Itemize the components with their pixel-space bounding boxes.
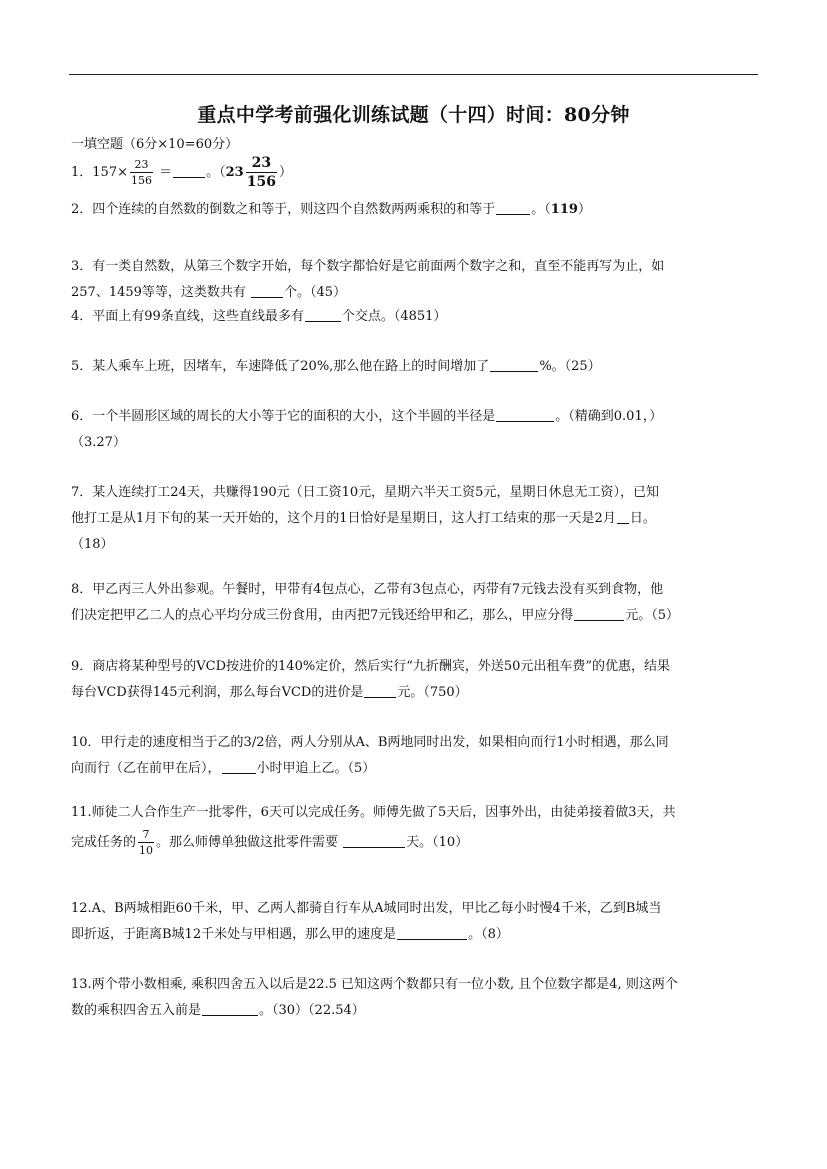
q2-close: ） [577, 202, 591, 217]
q2-blank [496, 200, 530, 215]
q11-line2b: 。那么师傅单独做这批零件需要 [156, 835, 343, 850]
q5-end: %。（25） [539, 359, 601, 374]
question-10 [71, 730, 757, 782]
q1-blank [173, 163, 205, 178]
q10-line2b: 小时甲追上乙。（5） [256, 761, 376, 776]
q6-line1 [71, 404, 757, 430]
section-heading: 一填空题（6分×10=60分） [71, 137, 239, 152]
q11-line2 [71, 826, 757, 860]
q11-line1: 11.师徒二人合作生产一批零件，6天可以完成任务。师傅先做了5天后，因事外出，由徒弟接着做3天，共 [71, 805, 676, 820]
q1-frac-num: 23 [130, 159, 153, 173]
q6-answer: （3.27） [71, 435, 126, 450]
q7-answer: （18） [71, 537, 114, 552]
q1-end: 。（ [206, 165, 226, 180]
q7-line2b: 日。 [629, 511, 656, 526]
q3-blank [251, 283, 283, 298]
q1-prefix: 1．157× [71, 165, 128, 180]
q1-frac-den: 156 [130, 174, 152, 187]
q13-line2b: 。（30）（22.54） [259, 1003, 365, 1018]
q1-answer-fraction [246, 156, 277, 189]
question-2 [71, 197, 757, 223]
question-8 [71, 577, 757, 629]
q9-line2 [71, 680, 757, 706]
question-11 [71, 800, 757, 860]
q12-blank [397, 925, 467, 940]
q13-line2a: 数的乘积四舍五入前是 [71, 1003, 202, 1018]
q11-fraction [138, 829, 154, 856]
q10-line1: 10．甲行走的速度相当于乙的3/2倍，两人分别从A、B两地同时出发，如果相向而行1小时相遇，那么同 [71, 735, 669, 750]
q9-blank [364, 683, 396, 698]
page-title: 重点中学考前强化训练试题（十四）时间：80分钟 [197, 104, 630, 126]
q2-end: 。（ [531, 202, 551, 217]
question-12 [71, 896, 757, 948]
q11-frac-den: 10 [139, 844, 154, 857]
q1-mid: ＝ [154, 165, 173, 180]
q4-blank [305, 307, 341, 322]
question-1 [71, 156, 757, 190]
q10-line2a: 向而行（乙在前甲在后）， [71, 761, 221, 776]
q8-line2b: 元。（5） [625, 608, 680, 623]
header-rule [69, 74, 758, 75]
q3-line2b: 个。（45） [284, 285, 347, 300]
q6-end: 。（精确到0.01，） [555, 409, 663, 424]
question-13 [71, 972, 757, 1024]
question-5 [71, 354, 757, 380]
q10-blank [222, 759, 256, 774]
q11-blank [343, 833, 405, 848]
q1-answer-den: 156 [246, 174, 276, 190]
question-4 [71, 304, 757, 330]
q11-line2a: 完成任务的 [71, 835, 137, 850]
q2-answer: 119 [550, 202, 578, 217]
q2-text: 2．四个连续的自然数的倒数之和等于，则这四个自然数两两乘积的和等于 [71, 202, 496, 217]
q7-line2a: 他打工是从1月下旬的某一天开始的，这个月的1日恰好是星期日，这人打工结束的那一天是2月 [71, 511, 616, 526]
q7-line1: 7．某人连续打工24天，共赚得190元（日工资10元，星期六半天工资5元，星期日休息无工资），已知 [71, 485, 659, 500]
q7-line2 [71, 506, 757, 532]
q1-close: ） [278, 165, 292, 180]
q11-line2c: 天。（10） [406, 835, 469, 850]
q3-line2 [71, 280, 757, 306]
q8-line1: 8．甲乙丙三人外出参观。午餐时，甲带有4包点心，乙带有3包点心，丙带有7元钱去没有买到食物，他 [71, 582, 664, 597]
q8-blank [574, 606, 624, 621]
q3-line1: 3．有一类自然数，从第三个数字开始，每个数字都恰好是它前面两个数字之和，直至不能再写为止，如 [71, 259, 665, 274]
q1-answer-num: 23 [246, 156, 277, 173]
q1-fraction [130, 159, 153, 186]
q12-line1: 12.A、B两城相距60千米，甲、乙两人都骑自行车从A城同时出发，甲比乙每小时慢4千米，乙到B城当 [71, 901, 662, 916]
q5-text: 5．某人乘车上班，因堵车，车速降低了20%,那么他在路上的时间增加了 [71, 359, 490, 374]
q4-end: 个交点。（4851） [341, 309, 447, 324]
question-6 [71, 404, 757, 456]
question-9 [71, 654, 757, 706]
q6-blank [496, 407, 554, 422]
q5-blank [490, 357, 538, 372]
q8-line2a: 们决定把甲乙二人的点心平均分成三份食用，由丙把7元钱还给甲和乙，那么，甲应分得 [71, 608, 574, 623]
q4-text: 4．平面上有99条直线，这些直线最多有 [71, 309, 304, 324]
q13-line1: 13.两个带小数相乘, 乘积四舍五入以后是22.5 已知这两个数都只有一位小数, 且个位数字都是4, 则这两个 [71, 977, 678, 992]
q9-line2b: 元。（750） [397, 685, 468, 700]
q11-frac-num: 7 [138, 829, 154, 843]
q12-line2a: 即折返，于距离B城12千米处与甲相遇，那么甲的速度是 [71, 927, 397, 942]
q13-line2 [71, 998, 757, 1024]
q3-line2a: 257、1459等等，这类数共有 [71, 285, 251, 300]
question-3 [71, 254, 757, 306]
q9-line1: 9．商店将某种型号的VCD按进价的140%定价，然后实行“九折酬宾，外送50元出租车费”的优惠，结果 [71, 659, 671, 674]
q13-blank [202, 1001, 258, 1016]
q10-line2 [71, 756, 757, 782]
q1-answer-whole: 23 [225, 165, 244, 180]
q6-text: 6．一个半圆形区域的周长的大小等于它的面积的大小，这个半圆的半径是 [71, 409, 496, 424]
q12-line2 [71, 922, 757, 948]
q9-line2a: 每台VCD获得145元利润，那么每台VCD的进价是 [71, 685, 364, 700]
q7-blank [617, 509, 629, 524]
question-7 [71, 480, 757, 558]
q8-line2 [71, 603, 757, 629]
q12-line2b: 。（8） [468, 927, 509, 942]
